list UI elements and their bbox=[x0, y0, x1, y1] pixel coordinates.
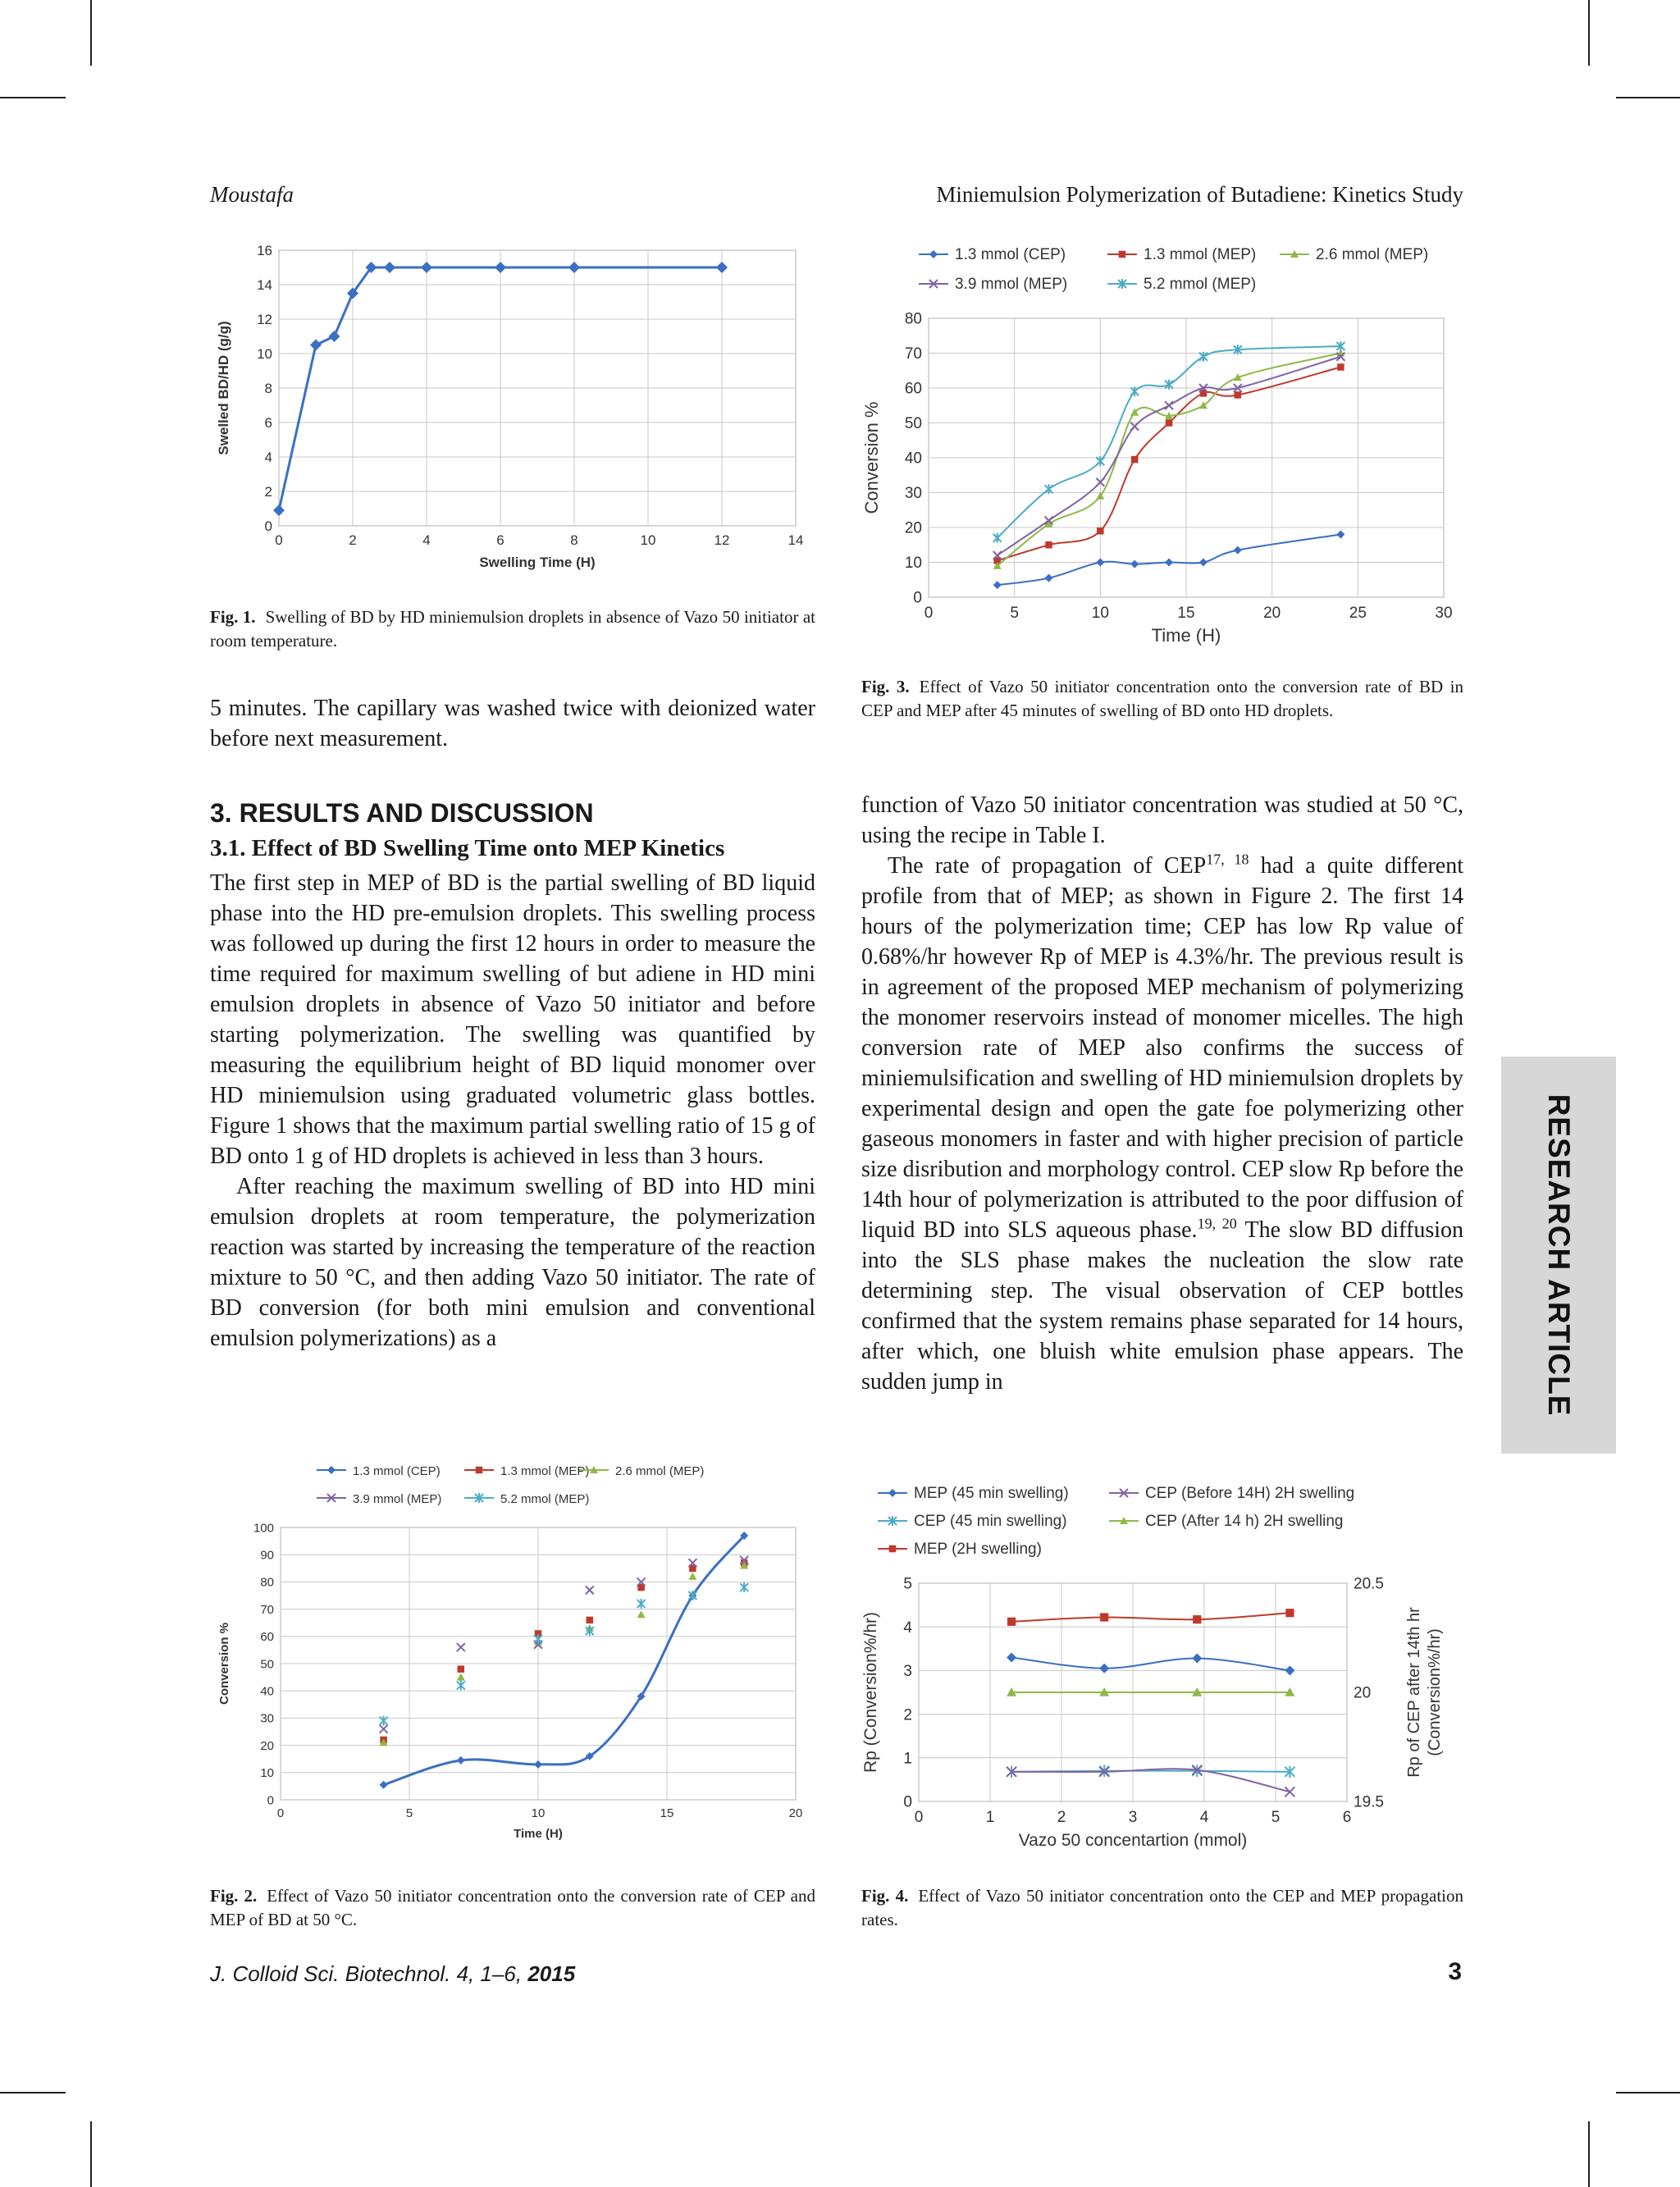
x-axis-label: Swelling Time (H) bbox=[479, 555, 596, 570]
y-tick-label: 100 bbox=[253, 1521, 274, 1536]
subsection-heading: 3.1. Effect of BD Swelling Time onto MEP Kinetics bbox=[210, 835, 725, 861]
x-tick-label: 3 bbox=[1128, 1809, 1138, 1826]
figure-3-caption-text: Effect of Vazo 50 initiator concentration onto the conversion rate of BD in CEP and MEP after 45 minutes of swelling of BD onto HD droplets. bbox=[861, 677, 1463, 720]
x-tick-label: 10 bbox=[1091, 605, 1109, 622]
legend-entry bbox=[878, 1485, 1069, 1502]
data-point bbox=[1100, 1613, 1108, 1621]
crop-mark bbox=[1616, 2092, 1680, 2093]
y-axis-label: Conversion % bbox=[217, 1622, 231, 1705]
figure-2-chart bbox=[210, 1452, 817, 1862]
paragraph: function of Vazo 50 initiator concentration was studied at 50 °C, using the recipe in Table I. bbox=[861, 792, 1463, 848]
legend-marker bbox=[1119, 251, 1126, 258]
y-tick-label: 2 bbox=[264, 483, 272, 500]
y-tick-label: 2 bbox=[903, 1706, 912, 1724]
x-tick-label: 5 bbox=[1271, 1809, 1281, 1826]
figure-1-caption bbox=[210, 605, 815, 653]
y-tick-label: 40 bbox=[904, 450, 922, 468]
figure-3 bbox=[853, 236, 1468, 663]
y-tick-label: 60 bbox=[904, 380, 922, 398]
paragraph-text: The slow BD diffusion into the SLS phase makes the nucleation the slow rate determining step. The visual observation of CEP bottles confirmed that the system remains phase separated for 14 hours, after which, one bluish white emulsion phase appears. The sudden jump in bbox=[861, 1217, 1463, 1395]
side-tab-label: RESEARCH ARTICLE bbox=[1542, 1094, 1576, 1417]
x-tick-label: 14 bbox=[788, 532, 804, 548]
legend-label: MEP (45 min swelling) bbox=[914, 1485, 1069, 1502]
legend-label: 1.3 mmol (MEP) bbox=[500, 1464, 590, 1478]
x-tick-label: 10 bbox=[640, 532, 656, 548]
x-axis-label: Time (H) bbox=[514, 1827, 563, 1841]
y-tick-label: 1 bbox=[903, 1750, 912, 1768]
x-tick-label: 5 bbox=[405, 1806, 413, 1820]
section-heading: 3. RESULTS AND DISCUSSION bbox=[210, 798, 594, 828]
crop-mark bbox=[1588, 2121, 1590, 2187]
x-tick-label: 1 bbox=[985, 1809, 995, 1826]
y2-tick-label: 20.5 bbox=[1354, 1575, 1384, 1593]
figure-4-label: Fig. 4. bbox=[861, 1886, 909, 1906]
figure-2-caption bbox=[210, 1884, 815, 1932]
figure-2-caption-text: Effect of Vazo 50 initiator concentration onto the conversion rate of CEP and MEP of BD at 50 °C. bbox=[210, 1886, 815, 1929]
crop-mark bbox=[1616, 97, 1680, 98]
legend-entry bbox=[1107, 246, 1256, 263]
data-point bbox=[1097, 527, 1104, 535]
x-tick-label: 4 bbox=[422, 532, 431, 548]
legend-marker bbox=[476, 1467, 483, 1474]
journal-citation bbox=[210, 1961, 575, 1987]
legend-entry bbox=[1280, 246, 1428, 263]
legend-label: 2.6 mmol (MEP) bbox=[1316, 246, 1429, 263]
y-tick-label: 20 bbox=[904, 519, 922, 537]
legend-label: 3.9 mmol (MEP) bbox=[955, 276, 1068, 293]
figure-1-label: Fig. 1. bbox=[210, 607, 256, 627]
crop-mark bbox=[90, 0, 92, 66]
data-point bbox=[1235, 391, 1242, 399]
y-tick-label: 0 bbox=[267, 1793, 274, 1808]
paragraph bbox=[861, 851, 1463, 1397]
y-axis-label: Conversion % bbox=[861, 401, 882, 514]
y2-axis-label bbox=[1405, 1607, 1444, 1778]
y-tick-label: 0 bbox=[903, 1793, 912, 1811]
data-point bbox=[1166, 419, 1173, 427]
legend-entry bbox=[878, 1541, 1042, 1558]
page-number: 3 bbox=[1448, 1958, 1462, 1985]
y-tick-label: 20 bbox=[260, 1738, 274, 1753]
legend-entry bbox=[464, 1464, 589, 1478]
y-tick-label: 30 bbox=[260, 1711, 274, 1726]
x-tick-label: 30 bbox=[1435, 605, 1453, 622]
side-tab bbox=[1501, 1057, 1616, 1454]
legend-label: 5.2 mmol (MEP) bbox=[1144, 276, 1257, 293]
legend-entry bbox=[1107, 276, 1256, 293]
crop-mark bbox=[0, 2092, 66, 2093]
journal-name: J. Colloid Sci. Biotechnol. 4, 1–6, bbox=[210, 1961, 528, 1986]
y-tick-label: 90 bbox=[260, 1548, 274, 1563]
y-tick-label: 60 bbox=[260, 1630, 274, 1645]
y-tick-label: 50 bbox=[904, 415, 922, 433]
x-tick-label: 20 bbox=[1263, 605, 1281, 622]
legend-label: CEP (After 14 h) 2H swelling bbox=[1145, 1513, 1344, 1530]
y-tick-label: 8 bbox=[264, 380, 272, 396]
left-column-body bbox=[210, 868, 815, 1354]
x-tick-label: 4 bbox=[1199, 1809, 1209, 1826]
legend-entry bbox=[919, 276, 1067, 293]
x-tick-label: 25 bbox=[1349, 605, 1367, 622]
legend-entry bbox=[1109, 1485, 1354, 1502]
legend-label: 1.3 mmol (CEP) bbox=[353, 1464, 441, 1478]
y2-axis-label-line: (Conversion%/hr) bbox=[1426, 1628, 1444, 1756]
paragraph: After reaching the maximum swelling of BD into HD mini emulsion droplets at room temperature, the polymerization reaction was started by increasing the temperature of the reaction mixture to 50 °C, and then adding Vazo 50 initiator. The rate of BD conversion (for both mini emulsion and conventional emulsion polymerizations) as a bbox=[210, 1174, 815, 1351]
x-axis-label: Time (H) bbox=[1151, 625, 1221, 646]
legend-label: 5.2 mmol (MEP) bbox=[500, 1492, 590, 1506]
x-tick-label: 0 bbox=[276, 1806, 285, 1820]
data-point bbox=[1007, 1618, 1016, 1626]
figure-4-caption bbox=[861, 1884, 1463, 1932]
legend-entry bbox=[919, 246, 1066, 263]
y2-axis-label-line: Rp of CEP after 14th hr bbox=[1405, 1607, 1423, 1778]
figure-3-caption bbox=[861, 675, 1463, 723]
legend-label: MEP (2H swelling) bbox=[914, 1541, 1042, 1558]
figure-4 bbox=[853, 1477, 1468, 1854]
x-axis-label: Vazo 50 concentartion (mmol) bbox=[1018, 1831, 1248, 1850]
data-point bbox=[1285, 1609, 1294, 1617]
running-header-author: Moustafa bbox=[210, 182, 294, 207]
legend-marker bbox=[327, 1466, 336, 1474]
legend-label: 2.6 mmol (MEP) bbox=[615, 1464, 705, 1478]
figure-2-label: Fig. 2. bbox=[210, 1886, 258, 1906]
y-tick-label: 50 bbox=[260, 1657, 274, 1672]
x-tick-label: 2 bbox=[1057, 1809, 1066, 1826]
y-tick-label: 30 bbox=[904, 485, 922, 503]
paragraph: The first step in MEP of BD is the partial swelling of BD liquid phase into the HD pre-emulsion droplets. This swelling process was followed up during the first 12 hours in order to measure the time required for maximum swelling of but adiene in HD mini emulsion droplets in absence of Vazo 50 initiator and before starting polymerization. The swelling was quantified by measuring the equilibrium height of BD liquid monomer over HD miniemulsion using graduated volumetric glass bottles. Figure 1 shows that the maximum partial swelling ratio of 15 g of BD onto 1 g of HD droplets is achieved in less than 3 hours. bbox=[210, 870, 815, 1169]
data-point bbox=[1337, 363, 1344, 371]
legend-entry bbox=[317, 1464, 441, 1478]
crop-mark bbox=[0, 97, 66, 98]
x-tick-label: 6 bbox=[1342, 1809, 1352, 1826]
crop-mark bbox=[90, 2121, 92, 2187]
legend-label: 1.3 mmol (MEP) bbox=[1144, 246, 1257, 263]
citation: 19, 20 bbox=[1197, 1215, 1237, 1232]
x-tick-label: 0 bbox=[924, 605, 934, 622]
x-tick-label: 10 bbox=[531, 1806, 546, 1820]
y-tick-label: 5 bbox=[903, 1575, 912, 1593]
figure-3-label: Fig. 3. bbox=[861, 677, 910, 696]
legend-marker bbox=[929, 250, 938, 258]
x-tick-label: 15 bbox=[660, 1806, 674, 1820]
crop-mark bbox=[1588, 0, 1590, 66]
y-tick-label: 80 bbox=[904, 310, 922, 328]
figure-3-chart bbox=[853, 236, 1468, 663]
data-point bbox=[1193, 1615, 1201, 1623]
figure-1-chart bbox=[210, 234, 817, 595]
y2-tick-label: 20 bbox=[1354, 1684, 1372, 1702]
legend-label: CEP (45 min swelling) bbox=[914, 1513, 1067, 1530]
y-axis-label: Rp (Conversion%/hr) bbox=[861, 1611, 880, 1774]
y-tick-label: 4 bbox=[264, 449, 272, 465]
y-tick-label: 10 bbox=[257, 345, 272, 362]
data-point bbox=[587, 1617, 594, 1624]
citation: 17, 18 bbox=[1206, 851, 1249, 868]
legend-entry bbox=[464, 1492, 589, 1506]
data-point bbox=[1045, 541, 1052, 549]
intro-paragraph bbox=[210, 693, 815, 754]
y-tick-label: 10 bbox=[260, 1766, 274, 1781]
legend-label: CEP (Before 14H) 2H swelling bbox=[1145, 1485, 1355, 1502]
y-tick-label: 12 bbox=[257, 311, 272, 327]
y-tick-label: 40 bbox=[260, 1684, 274, 1699]
x-tick-label: 2 bbox=[349, 532, 357, 548]
figure-1 bbox=[210, 234, 817, 595]
y2-tick-label: 19.5 bbox=[1354, 1793, 1384, 1811]
y-tick-label: 6 bbox=[264, 414, 272, 431]
y-tick-label: 3 bbox=[903, 1663, 912, 1681]
data-point bbox=[458, 1665, 465, 1673]
x-tick-label: 0 bbox=[275, 532, 283, 548]
running-header-title: Miniemulsion Polymerization of Butadiene: Kinetics Study bbox=[936, 182, 1463, 207]
legend-marker bbox=[889, 1546, 897, 1553]
x-tick-label: 0 bbox=[914, 1809, 924, 1826]
y-tick-label: 16 bbox=[257, 242, 272, 258]
x-tick-label: 20 bbox=[788, 1806, 803, 1820]
paragraph-text: had a quite different profile from that of MEP; as shown in Figure 2. The first 14 hours of the polymerization time; CEP has low Rp value of 0.68%/hr however Rp of MEP is 4.3%/hr. The previous result is in agreement of the proposed MEP mechanism of polymerizing the monomer reservoirs instead of monomer micelles. The high conversion rate of MEP also confirms the success of miniemulsification and swelling of HD miniemulsion droplets by experimental design and open the gate foe polymerizing other gaseous monomers in faster and with higher precision of particle size disribution and morphology control. CEP slow Rp before the 14th hour of polymerization is attributed to the poor diffusion of liquid BD into SLS aqueous phase. bbox=[861, 853, 1463, 1243]
y-tick-label: 10 bbox=[904, 555, 922, 573]
figure-1-caption-text: Swelling of BD by HD miniemulsion droplets in absence of Vazo 50 initiator at room temperature. bbox=[210, 607, 815, 651]
intro-paragraph-text: 5 minutes. The capillary was washed twice with deionized water before next measurement. bbox=[210, 696, 815, 751]
legend-entry bbox=[878, 1513, 1067, 1530]
legend-label: 1.3 mmol (CEP) bbox=[955, 246, 1066, 263]
paragraph-text: The rate of propagation of CEP bbox=[888, 853, 1207, 879]
legend-entry bbox=[579, 1464, 704, 1478]
data-point bbox=[1131, 456, 1139, 463]
y-tick-label: 70 bbox=[260, 1602, 274, 1617]
figure-2 bbox=[210, 1452, 817, 1862]
y-tick-label: 14 bbox=[257, 276, 272, 293]
x-tick-label: 12 bbox=[714, 532, 730, 548]
x-tick-label: 5 bbox=[1010, 605, 1019, 622]
right-column-body bbox=[861, 790, 1463, 1397]
legend-entry bbox=[1109, 1513, 1343, 1530]
y-tick-label: 0 bbox=[264, 518, 272, 534]
y-axis-label: Swelled BD/HD (g/g) bbox=[216, 321, 231, 455]
y-tick-label: 0 bbox=[913, 589, 922, 607]
legend-entry bbox=[317, 1492, 441, 1506]
y-tick-label: 70 bbox=[904, 345, 922, 363]
legend-marker bbox=[888, 1489, 897, 1497]
y-tick-label: 4 bbox=[903, 1619, 912, 1637]
x-tick-label: 15 bbox=[1177, 605, 1195, 622]
x-tick-label: 8 bbox=[570, 532, 578, 548]
figure-4-chart bbox=[853, 1477, 1468, 1854]
x-tick-label: 6 bbox=[496, 532, 504, 548]
figure-4-caption-text: Effect of Vazo 50 initiator concentration onto the CEP and MEP propagation rates. bbox=[861, 1886, 1463, 1929]
y-tick-label: 80 bbox=[260, 1575, 274, 1590]
legend-label: 3.9 mmol (MEP) bbox=[353, 1492, 442, 1506]
journal-year: 2015 bbox=[527, 1961, 576, 1986]
